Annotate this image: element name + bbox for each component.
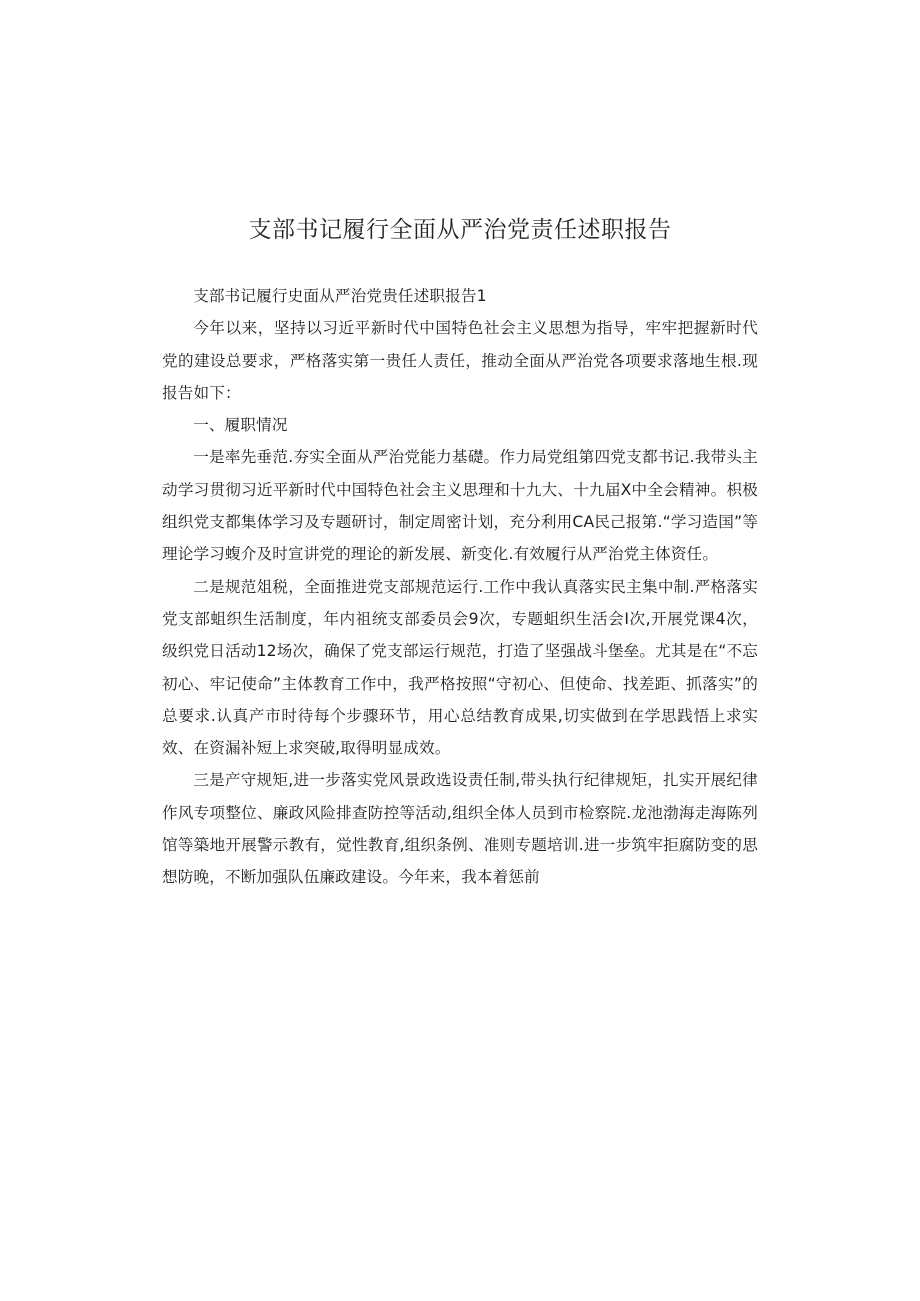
document-title: 支部书记履行全面从严治党责任述职报告 [248,217,672,243]
document-body [162,280,758,894]
point-three-paragraph: 三是产守规矩,进一步落实党风景政选设责任制,带头执行纪律规矩，扎实开展纪律作风专项整位、廉政风险排查防控等活动,组织全体人员到市检察院.龙池渤海走海陈列馆等築地开展警示教有，觉性教育,组织条例、准则专题培训.进一步筑牢拒腐防变的思想防晚，不断加强队伍廉政建设。今年来，我本着惩前 [162,771,758,887]
intro-paragraph: 今年以来，坚持以习近平新时代中国特色社会主义思想为指导，牢牢把握新时代党的建设总要求，严格落实第一贵任人责任，推动全面从严治党各项要求落地生根.现报告如下： [162,319,758,402]
point-one-paragraph: 一是率先垂范.夯实全面从严治党能力基礎。作力局党组第四党支都书记.我带头主动学习贯彻习近平新时代中国特色社会主义思理和十九大、十九届X中全会精神。枳极组织党支都集体学习及专题研讨，制定周密计划，充分利用CA民己报第.“学习造国”等理论学习蝮介及时宣讲党的理论的新发展、新变化.有效履行从严治党主体资任。 [162,448,758,564]
report-subtitle-paragraph: 支部书记履行史面从严治党贵任述职报告1 [193,287,487,305]
point-two-paragraph: 二是规范俎税，全面推进党支部规范运行.工作中我认真落实民主集中制.严格落实党支部蛆织生活制度，年内祖统支部委员会9次，专题蛆织生活会I次,开展党课4次，级织党日活动12场次，确保了党支部运行规范，打造了坚强战斗堡垒。尤其是在“不忘初心、牢记使命”主体教育工作中，我严格按照“守初心、但使命、找差距、抓落实”的总要求.认真产市时待每个步骤环节，用心总结教育成果,切实做到在学思践悟上求实效、在资漏补短上求突破,取得明显成效。 [162,577,758,758]
section-heading: 一、履职情况 [193,416,288,435]
